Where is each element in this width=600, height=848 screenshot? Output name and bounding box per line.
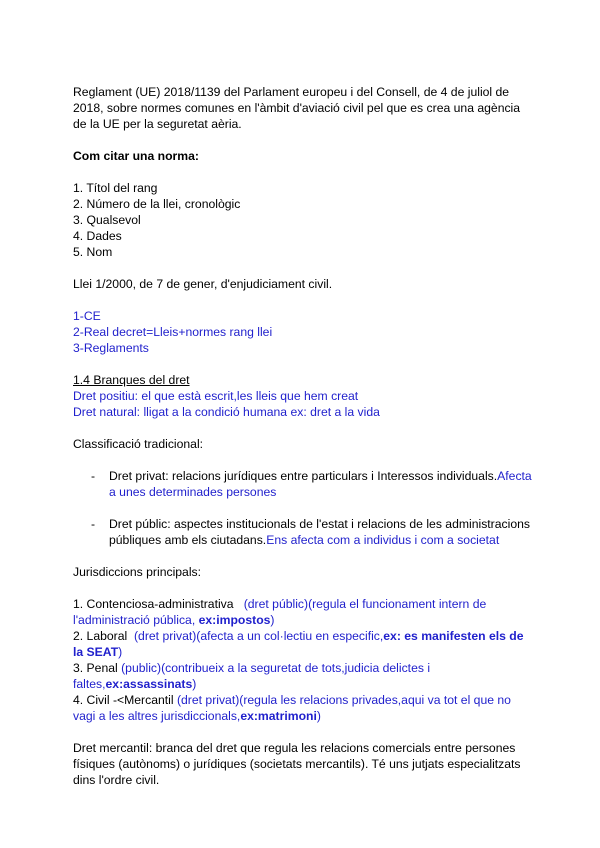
classification-list [73,468,533,500]
jurisdiction-close: ) [316,709,321,723]
jurisdiction-example: ex:assassinats [105,677,193,691]
natural-law: Dret natural: lligat a la condició humana ex: dret a la vida [73,405,380,419]
dash-marker: - [91,517,96,531]
hierarchy-item: 3-Reglaments [73,341,149,355]
jurisdiction-label: 2. Laboral [73,629,128,643]
jurisdiction-note: (dret privat)(regula les relacions privades,aqui va tot el que no vagi a les altres jurisdiccionals, [73,693,511,723]
public-law-text: Dret públic: aspectes institucionals de l'estat i relacions de les administracions públiques amb els ciutadans. [109,517,530,547]
jurisdiction-note: (dret privat)(afecta a un col·lectiu en especific, [134,629,384,643]
intro-paragraph: Reglament (UE) 2018/1139 del Parlament europeu i del Consell, de 4 de juliol de 2018, sobre normes comunes en l'àmbit d'aviació civil pel que es crea una agència de la UE per la seguretat aèria. [73,85,521,131]
cite-item: 4. Dades [73,229,122,243]
classification-heading: Classificació tradicional: [73,437,204,451]
jurisdiction-note: (dret públic)(regula el funcionament intern de l'administració pública, [73,597,487,627]
jurisdiction-close: ) [192,677,197,691]
jurisdiction-example: ex:matrimoni [240,709,317,723]
jurisdiction-label: 4. Civil -<Mercantil [73,693,174,707]
law-example: Llei 1/2000, de 7 de gener, d'enjudiciament civil. [73,277,333,291]
cite-heading: Com citar una norma: [73,149,199,163]
jurisdiction-label: 1. Contenciosa-administrativa [73,597,234,611]
jurisdiction-item [73,692,533,724]
private-law-note: Afecta a unes determinades persones [109,469,532,499]
list-item [73,516,533,548]
jurisdiction-label: 3. Penal [73,661,118,675]
cite-item: 2. Número de la llei, cronològic [73,197,241,211]
jurisdictions-heading: Jurisdiccions principals: [73,565,202,579]
list-item [73,468,533,500]
hierarchy-item: 2-Real decret=Lleis+normes rang llei [73,325,273,339]
mercantile-paragraph: Dret mercantil: branca del dret que regula les relacions comercials entre persones físiques (autònoms) o jurídiques (societats mercantils). Té uns jutjats especialitzats dins l'ordre civil. [73,741,521,787]
jurisdiction-close: ) [118,645,123,659]
jurisdiction-example: ex: es manifesten els de la SEAT [73,629,524,659]
branches-heading: 1.4 Branques del dret [73,373,190,387]
cite-item: 1. Títol del rang [73,181,158,195]
jurisdiction-example: ex:impostos [198,613,271,627]
positive-law: Dret positiu: el que està escrit,les lleis que hem creat [73,389,359,403]
jurisdiction-note: (public)(contribueix a la seguretat de tots,judicia delictes i faltes, [73,661,431,691]
private-law-text: Dret privat: relacions jurídiques entre particulars i Interessos individuals. [109,469,498,483]
hierarchy-item: 1-CE [73,309,101,323]
cite-item: 5. Nom [73,245,113,259]
document-page [73,84,533,788]
jurisdiction-item [73,628,533,660]
cite-item: 3. Qualsevol [73,213,141,227]
dash-marker: - [91,469,96,483]
public-law-note: Ens afecta com a individus i com a societat [266,533,500,547]
jurisdiction-close: ) [270,613,275,627]
classification-list [73,516,533,548]
jurisdiction-item [73,660,533,692]
jurisdiction-item [73,596,533,628]
